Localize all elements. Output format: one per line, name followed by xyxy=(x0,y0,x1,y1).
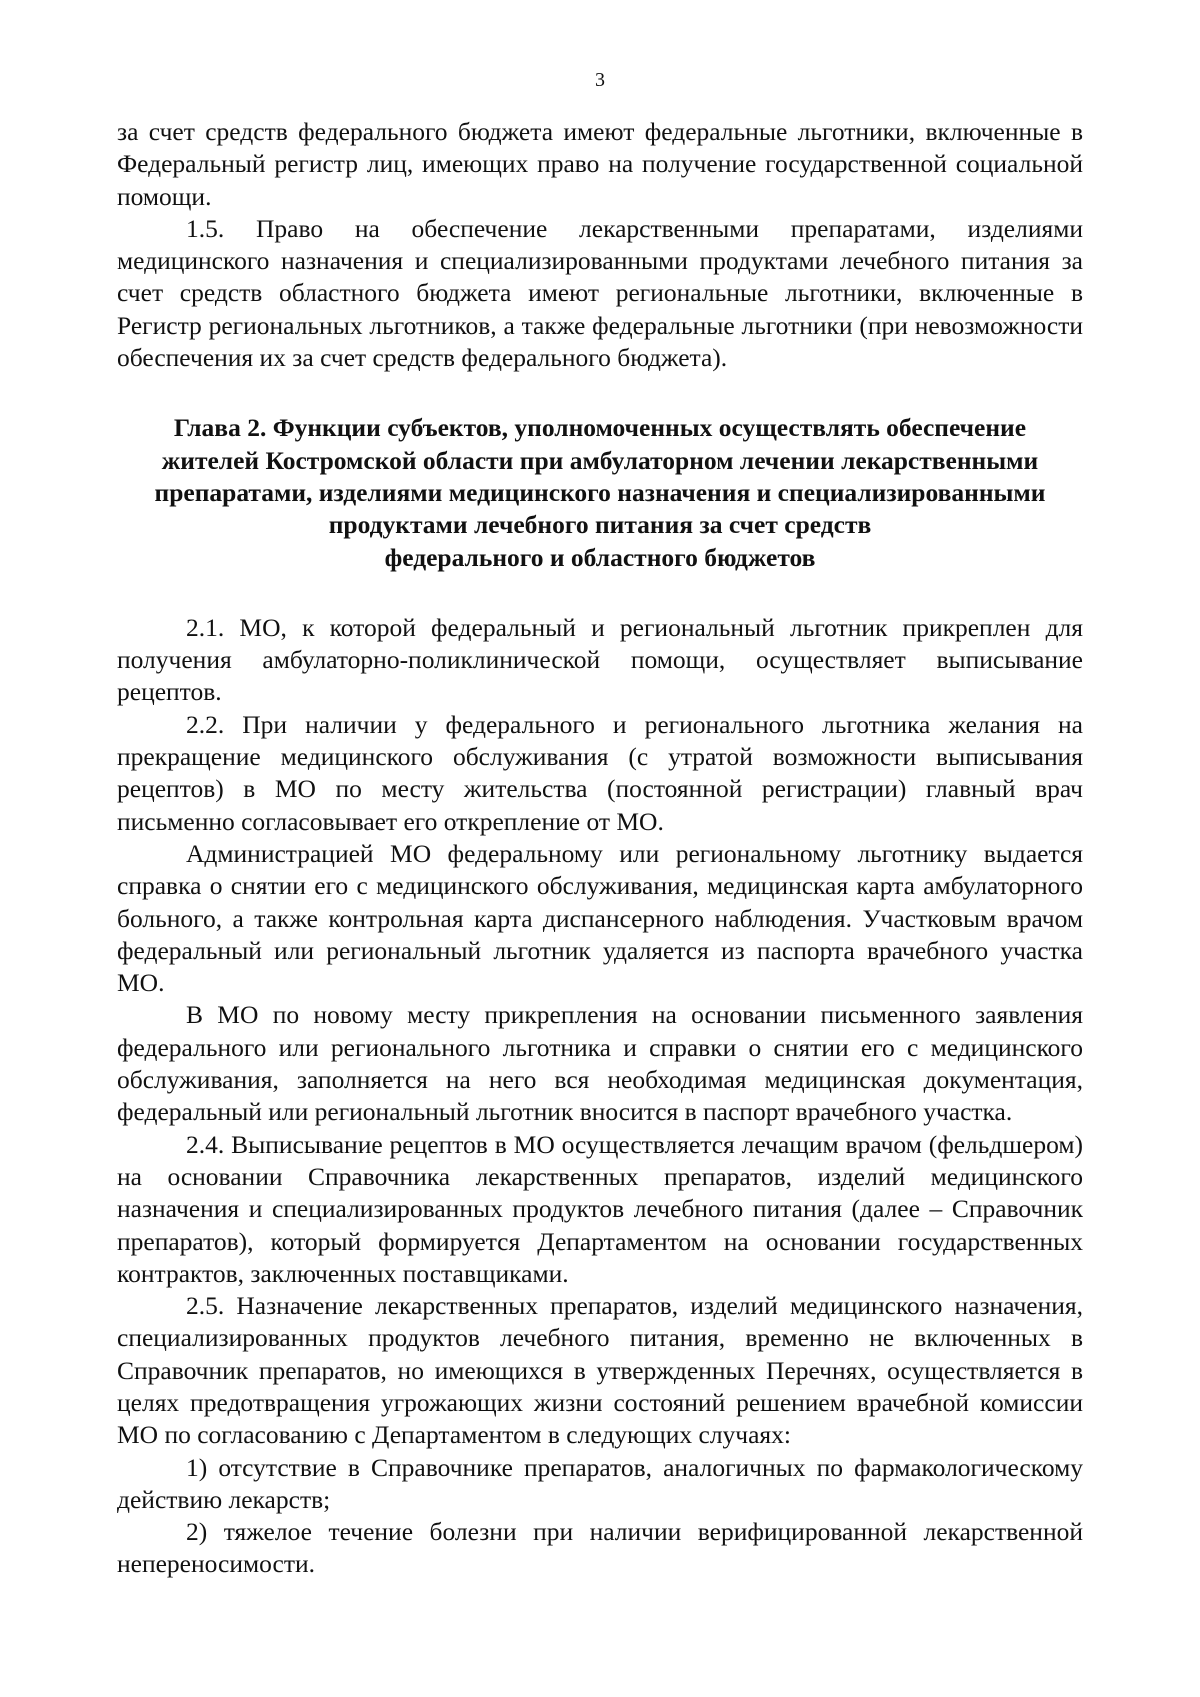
paragraph-intro-continuation: за счет средств федерального бюджета имеют федеральные льготники, включенные в Федеральный регистр лиц, имеющих право на получение государственной социальной помощи. xyxy=(117,117,1083,211)
paragraph-2-1: 2.1. МО, к которой федеральный и региональный льготник прикреплен для получения амбулаторно-поликлинической помощи, осуществляет выписывание рецептов. xyxy=(117,612,1083,707)
chapter-2-heading xyxy=(117,412,1083,573)
chapter-title-line: продуктами лечебного питания за счет средств xyxy=(328,510,872,540)
list-item-2: 2) тяжелое течение болезни при наличии верифицированной лекарственной непереносимости. xyxy=(117,1517,1083,1579)
paragraph-new-attachment: В МО по новому месту прикрепления на основании письменного заявления федерального или регионального льготника и справки о снятии его с медицинского обслуживания, заполняется на него вся необходимая медицинская документация, федеральный или региональный льготник вносится в паспорт врачебного участка. xyxy=(117,1000,1083,1127)
paragraph-1-5: 1.5. Право на обеспечение лекарственными препаратами, изделиями медицинского назначения и специализированными продуктами лечебного питания за счет средств областного бюджета имеют региональные льготники, включенные в Регистр региональных льготников, а также федеральные льготники (при невозможности обеспечения их за счет средств федерального бюджета). xyxy=(117,213,1083,373)
page-number: 3 xyxy=(595,69,605,91)
chapter-title-line: препаратами, изделиями медицинского назначения и специализированными xyxy=(154,477,1046,507)
paragraph-administration: Администрацией МО федеральному или региональному льготнику выдается справка о снятии его с медицинского обслуживания, медицинская карта амбулаторного больного, а также контрольная карта диспансерного наблюдения. Участковым врачом федеральный или региональный льготник удаляется из паспорта врачебного участка МО. xyxy=(117,838,1083,998)
chapter-title-line: федерального и областного бюджетов xyxy=(384,542,816,572)
paragraph-2-2: 2.2. При наличии у федерального и регионального льготника желания на прекращение медицинского обслуживания (с утратой возможности выписывания рецептов) в МО по месту жительства (постоянной регистрации) главный врач письменно согласовывает его открепление от МО. xyxy=(117,709,1083,836)
document-body xyxy=(117,116,1083,1581)
chapter-title-line: жителей Костромской области при амбулаторном лечении лекарственными xyxy=(161,445,1039,475)
chapter-title-line: Глава 2. Функции субъектов, уполномоченных осуществлять обеспечение xyxy=(173,413,1027,443)
list-item-1: 1) отсутствие в Справочнике препаратов, аналогичных по фармакологическому действию лекарств; xyxy=(117,1452,1083,1514)
paragraph-2-5: 2.5. Назначение лекарственных препаратов, изделий медицинского назначения, специализированных продуктов лечебного питания, временно не включенных в Справочник препаратов, но имеющихся в утвержденных Перечнях, осуществляется в целях предотвращения угрожающих жизни состояний решением врачебной комиссии МО по согласованию с Департаментом в следующих случаях: xyxy=(117,1291,1083,1450)
paragraph-2-4: 2.4. Выписывание рецептов в МО осуществляется лечащим врачом (фельдшером) на основании Справочника лекарственных препаратов, изделий медицинского назначения и специализированных продуктов лечебного питания (далее – Справочник препаратов), который формируется Департаментом на основании государственных контрактов, заключенных поставщиками. xyxy=(117,1129,1083,1288)
